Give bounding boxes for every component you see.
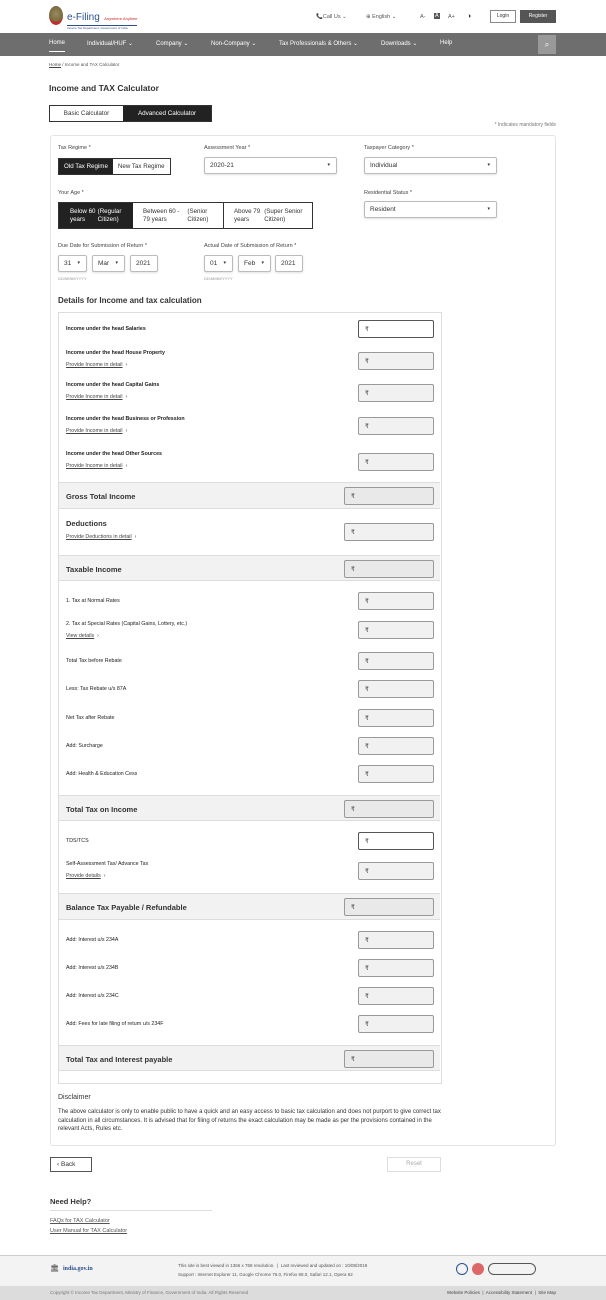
nav-downloads[interactable]: Downloads ⌄: [381, 41, 418, 47]
balance-input: ₹: [344, 898, 434, 916]
tax-special-label: 2. Tax at Special Rates (Capital Gains, Lottery, etc.): [66, 621, 188, 627]
provide-details-link[interactable]: Provide details ›: [66, 873, 106, 879]
caret-down-icon: ▾: [261, 260, 264, 266]
interest-234a-label: Add: Interest u/s 234A: [66, 937, 119, 943]
login-button[interactable]: Login: [490, 10, 516, 23]
age-above-79-option[interactable]: Above 79 years (Super Senior Citizen): [234, 208, 303, 223]
age-60-79-option[interactable]: Between 60 - 79 years (Senior Citizen): [133, 203, 224, 228]
due-date-label: Due Date for Submission of Return *: [58, 243, 147, 249]
register-button[interactable]: Register: [520, 10, 556, 23]
copyright-bar: Copyright © Income Tax Department, Ministry of Finance, Government of India. All Rights Reserved Website Policies | Accessibility Statement | Site Map: [0, 1286, 606, 1300]
actual-date-label: Actual Date of Submission of Return *: [204, 243, 297, 249]
disclaimer-text: The above calculator is only to enable public to have a quick and an easy access to basic tax calculation and does not purport to give correct tax calculation in all circumstances. It is advised that for filing of returns the exact calculation may be made as per the provisions contained in the relevant Acts, Rules etc.: [58, 1109, 441, 1132]
gross-total-input: ₹: [344, 487, 434, 505]
deductions-label: Deductions: [66, 519, 107, 528]
interest-234b-input: ₹: [358, 959, 434, 977]
due-month-select[interactable]: Mar ▾: [92, 255, 125, 272]
assessment-year-label: Assessment Year *: [204, 145, 251, 151]
nav-individual[interactable]: Individual/HUF ⌄: [87, 41, 134, 47]
tds-input[interactable]: ₹: [358, 832, 434, 850]
best-viewed-text: This site is best viewed in 1366 x 768 resolution.: [178, 1263, 275, 1268]
emblem-logo: [49, 6, 63, 25]
caret-down-icon: ▾: [115, 260, 118, 266]
badge-icon: [472, 1263, 484, 1275]
cess-label: Add: Health & Education Cess: [66, 771, 138, 777]
mandatory-note: * Indicates mandatory fields: [494, 122, 556, 128]
taxable-income-label: Taxable Income: [66, 565, 122, 574]
interest-234c-input: ₹: [358, 987, 434, 1005]
total-interest-input: ₹: [344, 1050, 434, 1068]
actual-year-input[interactable]: 2021: [275, 255, 303, 272]
nav-help[interactable]: Help: [440, 40, 453, 46]
tds-label: TDS/TCS: [66, 838, 89, 844]
certification-badges: [456, 1263, 536, 1275]
disclaimer-title: Disclaimer: [58, 1094, 91, 1101]
nav-tax-professionals[interactable]: Tax Professionals & Others ⌄: [279, 41, 359, 47]
capital-gains-label: Income under the head Capital Gains: [66, 382, 160, 388]
phone-icon: 📞: [316, 14, 323, 20]
support-text: Support : Internet Explorer 11, Google Chrome 76.0, Firefox 68.0, Safari 12.1, Opera 62: [178, 1272, 353, 1277]
residential-status-label: Residential Status *: [364, 190, 412, 196]
before-rebate-input: ₹: [358, 652, 434, 670]
tab-advanced[interactable]: Advanced Calculator: [123, 106, 211, 121]
assessment-year-select[interactable]: 2020-21 ▾: [204, 157, 337, 174]
tab-basic[interactable]: Basic Calculator: [50, 106, 123, 121]
caret-down-icon: ▾: [487, 206, 490, 212]
business-label: Income under the head Business or Profession: [66, 416, 185, 422]
fee-234f-label: Add: Fees for late filing of return u/s 234F: [66, 1021, 164, 1027]
footer: [0, 1255, 606, 1286]
logo-tagline: Anywhere Anytime: [104, 16, 138, 21]
website-policies-link[interactable]: Website Policies: [446, 1290, 480, 1295]
tax-normal-label: 1. Tax at Normal Rates: [66, 598, 120, 604]
age-toggle: [58, 202, 313, 229]
taxable-income-input: ₹: [344, 560, 434, 578]
main-nav: [0, 33, 606, 56]
call-us-menu[interactable]: 📞Call Us ⌄: [316, 14, 347, 20]
balance-band: [59, 893, 440, 920]
calculator-tabs: [49, 105, 212, 122]
font-increase-button[interactable]: A+: [448, 14, 455, 20]
before-rebate-label: Total Tax before Rebate: [66, 658, 122, 664]
user-manual-link[interactable]: User Manual for TAX Calculator: [50, 1228, 128, 1234]
balance-label: Balance Tax Payable / Refundable: [66, 903, 187, 912]
house-property-detail-link[interactable]: Provide Income in detail ›: [66, 362, 127, 368]
accessibility-statement-link[interactable]: Accessibility Statement: [485, 1290, 533, 1295]
actual-day-select[interactable]: 01 ▾: [204, 255, 233, 272]
total-interest-band: [59, 1045, 440, 1071]
residential-status-select[interactable]: Resident ▾: [364, 201, 497, 218]
capital-gains-input: ₹: [358, 384, 434, 402]
age-below-60-option[interactable]: Below 60 years (Regular Citizen): [59, 203, 133, 228]
rebate-input: ₹: [358, 680, 434, 698]
interest-234b-label: Add: Interest u/s 234B: [66, 965, 119, 971]
actual-date-hint: DD/MMM/YYYY: [204, 276, 233, 281]
total-tax-band: [59, 795, 440, 821]
gross-total-label: Gross Total Income: [66, 492, 136, 501]
breadcrumb: Home / Income and TAX Calculator: [49, 62, 120, 67]
capital-gains-detail-link[interactable]: Provide Income in detail ›: [66, 394, 127, 400]
salaries-input[interactable]: ₹: [358, 320, 434, 338]
cess-input: ₹: [358, 765, 434, 783]
new-tax-regime-option[interactable]: New Tax Regime: [117, 162, 165, 170]
efiling-logo[interactable]: [67, 7, 137, 30]
need-help-title: Need Help?: [50, 1197, 212, 1211]
total-interest-label: Total Tax and Interest payable: [66, 1055, 173, 1064]
tax-special-input: ₹: [358, 621, 434, 639]
taxable-income-band: [59, 555, 440, 581]
view-details-link[interactable]: View details ›: [66, 633, 99, 639]
caret-down-icon: ▾: [327, 162, 330, 168]
business-input: ₹: [358, 417, 434, 435]
due-day-select[interactable]: 31 ▾: [58, 255, 87, 272]
footer-info: This site is best viewed in 1366 x 768 resolution. | Last reviewed and updated on : 10/08/2019: [178, 1263, 368, 1268]
self-assessment-input: ₹: [358, 862, 434, 880]
net-tax-label: Net Tax after Rebate: [66, 715, 115, 721]
caret-down-icon: ▾: [223, 260, 226, 266]
nav-home[interactable]: Home: [49, 40, 65, 52]
surcharge-input: ₹: [358, 737, 434, 755]
emblem-icon: 🏛: [50, 1265, 59, 1272]
fee-234f-input: ₹: [358, 1015, 434, 1033]
business-detail-link[interactable]: Provide Income in detail ›: [66, 428, 127, 434]
rebate-label: Less: Tax Rebate u/s 87A: [66, 686, 127, 692]
taxpayer-category-select[interactable]: Individual ▾: [364, 157, 497, 174]
page-title: Income and TAX Calculator: [49, 83, 159, 93]
tax-regime-label: Tax Regime *: [58, 145, 91, 151]
nav-non-company[interactable]: Non-Company ⌄: [211, 41, 257, 47]
search-icon[interactable]: ⌕: [538, 35, 556, 54]
surcharge-label: Add: Surcharge: [66, 743, 103, 749]
total-tax-label: Total Tax on Income: [66, 805, 138, 814]
other-sources-label: Income under the head Other Sources: [66, 451, 162, 457]
tax-regime-toggle: [58, 158, 171, 175]
chevron-left-icon: ‹: [57, 1161, 61, 1168]
house-property-label: Income under the head House Property: [66, 350, 165, 356]
language-select[interactable]: ⊕ English ⌄: [366, 14, 397, 20]
age-label: Your Age *: [58, 190, 84, 196]
badge-icon: [456, 1263, 468, 1275]
gross-total-band: [59, 482, 440, 509]
net-tax-input: ₹: [358, 709, 434, 727]
actual-month-select[interactable]: Feb ▾: [238, 255, 271, 272]
caret-down-icon: ▾: [487, 162, 490, 168]
breadcrumb-home[interactable]: Home: [49, 62, 62, 67]
logo-subtitle: Income Tax Department, Government of India: [67, 25, 137, 30]
reset-button[interactable]: Reset: [387, 1157, 441, 1172]
interest-234c-label: Add: Interest u/s 234C: [66, 993, 119, 999]
other-sources-detail-link[interactable]: Provide Income in detail ›: [66, 463, 127, 469]
total-tax-input: ₹: [344, 800, 434, 818]
faq-link[interactable]: FAQs for TAX Calculator: [50, 1218, 110, 1224]
salaries-label: Income under the head Salaries: [66, 326, 146, 332]
font-decrease-button[interactable]: A-: [420, 14, 426, 20]
self-assessment-label: Self-Assessment Tax/ Advance Tax: [66, 861, 149, 867]
top-header: [0, 0, 606, 33]
deductions-detail-link[interactable]: Provide Deductions in detail ›: [66, 534, 136, 540]
contrast-icon[interactable]: ◑: [467, 13, 472, 20]
due-year-input[interactable]: 2021: [130, 255, 158, 272]
old-tax-regime-option[interactable]: Old Tax Regime: [59, 159, 113, 174]
globe-icon: ⊕: [366, 14, 373, 20]
logo-title: e-Filing: [67, 12, 100, 23]
back-button[interactable]: ‹ Back: [50, 1157, 92, 1172]
india-gov-link[interactable]: india.gov.in: [63, 1266, 93, 1272]
details-heading: Details for Income and tax calculation: [58, 296, 202, 305]
site-map-link[interactable]: Site Map: [538, 1290, 556, 1295]
copyright-text: Copyright © Income Tax Department, Ministry of Finance, Government of India. All Rights Reserved: [50, 1290, 249, 1295]
font-reset-button[interactable]: A: [435, 13, 439, 19]
interest-234a-input: ₹: [358, 931, 434, 949]
badge-icon: [488, 1263, 536, 1275]
nav-company[interactable]: Company ⌄: [156, 41, 189, 47]
taxpayer-category-label: Taxpayer Category *: [364, 145, 414, 151]
due-date-hint: DD/MMM/YYYY: [58, 276, 87, 281]
house-property-input: ₹: [358, 352, 434, 370]
last-reviewed-text: Last reviewed and updated on : 10/08/2019: [280, 1263, 368, 1268]
tax-normal-input: ₹: [358, 592, 434, 610]
other-sources-input: ₹: [358, 453, 434, 471]
caret-down-icon: ▾: [77, 260, 80, 266]
deductions-input: ₹: [344, 523, 434, 541]
